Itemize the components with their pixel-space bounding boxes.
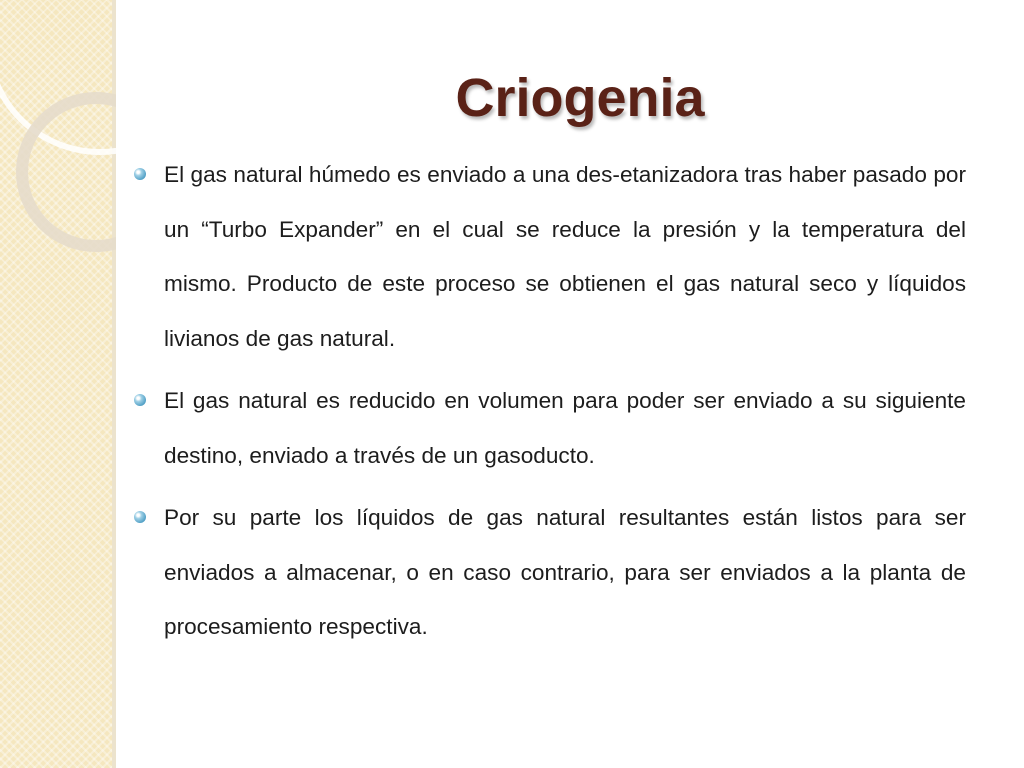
- bullet-list: [132, 148, 966, 663]
- decorative-ring-small: [22, 98, 116, 246]
- slide-title: Criogenia: [455, 68, 705, 128]
- bullet-dot-icon: [134, 511, 146, 523]
- bullet-dot-icon: [134, 394, 146, 406]
- bullet-text: Por su parte los líquidos de gas natural resultantes están listos para ser enviados a almacenar, o en caso contrario, para ser enviados a la planta de procesamiento respectiva.: [164, 505, 966, 639]
- bullet-item: [132, 491, 966, 655]
- decorative-rings: [0, 0, 116, 280]
- bullet-item: [132, 148, 966, 366]
- decorative-ring-large: [0, 0, 116, 152]
- bullet-dot-icon: [134, 168, 146, 180]
- bullet-text: El gas natural es reducido en volumen para poder ser enviado a su siguiente destino, enviado a través de un gasoducto.: [164, 388, 966, 468]
- bullet-text: El gas natural húmedo es enviado a una des-etanizadora tras haber pasado por un “Turbo Expander” en el cual se reduce la presión y la temperatura del mismo. Producto de este proceso se obtienen el gas natural seco y líquidos livianos de gas natural.: [164, 162, 966, 351]
- bullet-item: [132, 374, 966, 483]
